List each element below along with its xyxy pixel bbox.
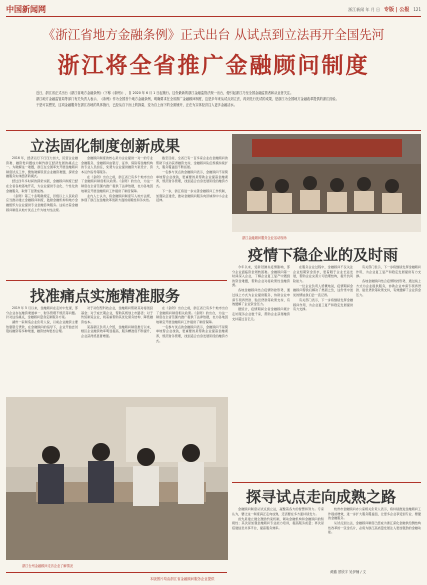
visit-photo-image [6,397,228,560]
kicker-headline: 《浙江省地方金融条例》正式出台 从试点到立法再开全国先河 [42,27,385,42]
divider [6,280,227,281]
page-header [6,3,421,17]
paragraph: 某高新区负责人介绍，金融顾问制度推行以来，辖区企业融资效率明显提高，服务精准度不断提升，企业获得感显著增强。 [81,324,153,339]
paragraph: 2016 年，经济运行下行压力加大，民营企业融资难、融资贵问题成为制约浙江经济发展的痛点之一。为破解这一难题，浙江在全国率先开展金融顾问制度试点工作，聚焦破解民营企业融资难题，探索金融服务实体经济新模式。 [6,156,78,179]
paragraph: 有关部门表示，下一步将继续发挥金融顾问作用，为企业复工复产和稳定发展提供有力支撑。 [293,298,353,312]
section-label: 专版 | 公报 [384,7,410,13]
paragraph: 各地金融顾问结合疫情防控形势，通过线上方式为企业提供服务，协助企业申请专项再贷款、贴息贷款等政策支持，有效缓解了企业资金压力。 [356,279,421,298]
section-title: 探寻试点走向成熟之路 [246,488,397,506]
meeting-photo-image [232,134,421,232]
paragraph: 一名参与试点的金融顾问表示，金融顾问不是简单地帮企业找钱，更重要的是帮助企业提高金融素养，规范财务管理，找到适合自身发展阶段的融资方式。 [156,324,228,343]
divider [6,130,421,131]
paragraph: 业内人士认为，将金融顾问制度写入地方法规，体现了浙江在金融改革创新方面的前瞻性和务实性。 [81,193,153,203]
photo-credit: 本版图片均由浙江省金融顾问服务企业提供 [150,577,215,581]
paragraph: 下一步，浙江将进一步完善金融顾问工作机制，加强队伍建设，推动金融顾问服务向县域和中小企业延伸。 [156,189,228,203]
masthead-logo: 中国新闻网 [6,4,46,14]
photo-caption: 浙江金融顾问服务企业活动现场 [242,236,287,240]
article-column [156,156,228,276]
paragraph: 首先是建立健全激励约束机制，调动金融机构和金融顾问的积极性；其次是加强金融顾问专业能力培训，提高服务质量；再次是搭建信息共享平台，提高服务效率。 [232,516,324,530]
divider [6,572,227,573]
paragraph: 湖州一家制造企业负责人说，以前企业融资主要依靠银行贷款，在金融顾问的指导下，企业开始尝试股权融资等多种渠道，融资结构更加合理。 [6,320,78,334]
paragraph: 在服务企业过程中，金融顾问不仅关注企业短期资金需求，更着眼于企业长远发展，帮助企业完善公司治理结构，提升抗风险能力。 [293,265,353,283]
main-headline: 浙江将全省推广金融顾问制度 [57,54,370,79]
paragraph: 一名参与试点的金融顾问表示，金融顾问不是简单地帮企业找钱，更重要的是帮助企业提高金融素养，规范财务管理，找到适合自身发展阶段的融资方式。 [156,170,228,189]
article-column [356,265,421,480]
page-number: 121 [413,7,421,12]
paragraph: 在《条例》出台之前，浙江省已有多个地市出台了金融顾问制度相关政策。《条例》的出台，为这一制度在全省范围内推广提供了法律依据，也为各地因地制宜开展金融顾问工作提供了制度保障。 [156,306,228,324]
paper-date: 浙江新闻 年 月 日 [348,6,381,12]
lead-paragraph: 浙江地方金融监管局等部门有关负责人表示，《条例》作为全国首个地方金融条例，明确要求在全省推广金融顾问制度，这是多年来从试点到立法，再到先行先试的成果，是浙江为全国地方金融改革提供的浙江经验。 [36,97,339,101]
article-column [81,156,153,276]
article-column [81,306,153,394]
paragraph: 金融顾问制度从试点到立法，凝聚着各方的智慧和努力。专家认为，要让这一制度真正走向成熟，还需要在多方面持续发力。 [232,507,324,516]
lead-paragraphs [30,91,397,109]
paragraph: 在《条例》出台之前，浙江省已有多个地市出台了金融顾问制度相关政策。《条例》的出台，为这一制度在全省范围内推广提供了法律依据，也为各地因地制宜开展金融顾问工作提供了制度保障。 [81,174,153,193]
paragraph: 《条例》第三十条明确规定，县级以上人民政府应当推动建立金融顾问制度，鼓励金融机构和地方金融组织为企业提供专业金融咨询服务。这标志着金融顾问制度从地方试点上升为地方性法规。 [6,193,78,212]
divider [232,482,421,483]
paragraph: 2019 年 5 月以来，金融顾问在走访中发现，部分企业存在融资渠道单一、财务管理不规范等问题。针对这些痛点，金融顾问量身定制服务方案。 [6,306,78,320]
paragraph: 有关部门表示，下一步将继续发挥金融顾问作用，为企业复工复产和稳定发展提供有力支撑。 [356,265,421,279]
paragraph: 从试点到立法，金融顾问制度已经成为浙江深化金融供给侧结构性改革的一张金名片，必将为浙江高质量发展注入更加强劲的金融动能。 [328,521,421,535]
paragraph: 各地金融顾问结合疫情防控形势，通过线上方式为企业提供服务，协助企业申请专项再贷款、贴息贷款等政策支持，有效缓解了企业资金压力。 [232,288,290,307]
lead-paragraph: 近日，浙江省正式出台《浙江省地方金融条例》（下称《条例》），自 2020 年 6 月 1 日起施行。这份最新的浙江金融监管法规一出台，便引起浙江乃至全国金融监管者和从业者关注。 [36,91,294,95]
photo-meeting [232,134,421,232]
section-title: 立法固化制度创新成果 [30,137,181,155]
photo-caption: 浙江台州金融顾问走访企业了解情况 [22,564,73,568]
section-title: 疫情下稳企业的及时雨 [248,246,399,264]
paragraph: 今年以来，受新冠肺炎疫情影响，部分企业面临资金周转困难。金融顾问第一时间深入企业，了解企业复工复产中遇到的资金难题，帮助企业对接政策性金融资源。 [232,265,290,288]
paragraph: 一位企业负责人感慨地说，疫情期间金融顾问帮我们解决了燃眉之急，这份雪中送炭的情谊我们会一直记得。 [293,283,353,298]
photo-visit [6,397,228,560]
paragraph: 经过四年多时间的探索实践，金融顾问制度已经在全省各地落地开花，为企业提供专业化、个性化的金融服务，取得了显著成效。 [6,179,78,193]
lead-paragraph: 于是可以想见，这项金融服务在浙江各地的具体施行，已经从自下而上的探索，变为自上而下的全面铺开，正在为实体经济注入更多金融活水。 [36,103,237,107]
paragraph: 据统计，疫情期间全省金融顾问累计走访服务企业数千家，帮助企业获得融资支持超过百亿元。 [232,307,290,321]
header-meta [348,6,421,13]
article-column [328,507,421,567]
article-column [232,507,324,567]
article-column [156,306,228,394]
article-column [232,265,290,480]
article-column [6,156,78,276]
byline: 黄璐 蔡欣宇 吴伊楠 / 文 [330,570,366,574]
section-title: 找准痛点实施精准服务 [30,287,181,305]
paragraph: 截至目前，全省已有一百多家企业在金融顾问的帮助下成功获得融资支持，金融顾问队伍规模持续扩大，服务覆盖面不断拓展。 [156,156,228,170]
paragraph: 对于初创型科技企业，金融顾问帮助其对接创投基金；对于成长期企业，帮助其规划上市路径；对于传统制造企业，则着重帮助其优化债务结构、降低融资成本。 [81,306,153,324]
article-column [293,265,353,480]
paragraph: 杭州市金融顾问办公室相关负责人表示，将持续推进金融顾问工作提质增效，进一步扩大服务覆盖面，让更多企业享受到专业、便捷的金融服务。 [328,507,421,521]
article-column [6,306,78,394]
paragraph: 金融顾问制度的核心是为企业提供一对一的专业金融服务，金融顾问由银行、证券、保险等金融机构的专业人员担任，免费为企业提供融资方案设计、资本运作指导等服务。 [81,156,153,174]
